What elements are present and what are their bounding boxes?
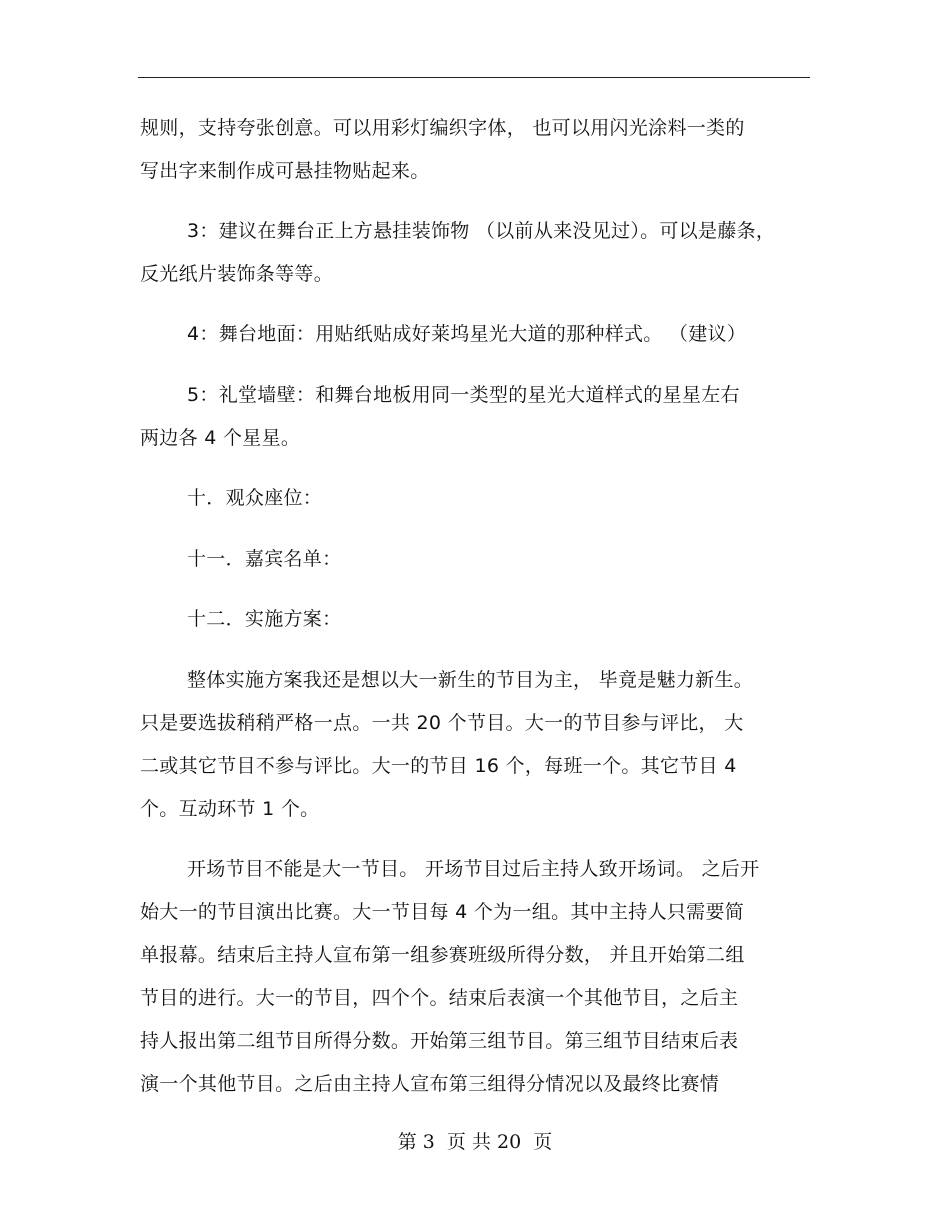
section-heading: 十．观众座位： (187, 487, 323, 509)
text-line: 两边各 4 个星星。 (140, 427, 301, 449)
text-line: 5：礼堂墙壁：和舞台地板用同一类型的星光大道样式的星星左右 (187, 384, 740, 406)
text-line: 始大一的节目演出比赛。大一节目每 4 个为一组。其中主持人只需要简 (140, 901, 745, 923)
page-number: 第 3 页 共 20 页 (397, 1131, 553, 1153)
section-heading: 十二．实施方案： (187, 608, 342, 630)
text-line: 个。互动环节 1 个。 (140, 798, 320, 820)
text-line: 单报幕。结束后主持人宣布第一组参赛班级所得分数， 并且开始第二组 (140, 944, 745, 966)
text-line: 持人报出第二组节目所得分数。开始第三组节目。第三组节目结束后表 (140, 1030, 739, 1052)
text-line: 二或其它节目不参与评比。大一的节目 16 个，每班一个。其它节目 4 (140, 755, 737, 777)
text-line: 演一个其他节目。之后由主持人宣布第三组得分情况以及最终比赛情 (140, 1073, 720, 1095)
text-line: 整体实施方案我还是想以大一新生的节目为主， 毕竟是魅力新生。 (187, 669, 754, 691)
text-line: 只是要选拔稍稍严格一点。一共 20 个节目。大一的节目参与评比， 大 (140, 712, 744, 734)
text-line: 3：建议在舞台正上方悬挂装饰物 （以前从来没见过）。可以是藤条， (187, 220, 776, 242)
section-heading: 十一．嘉宾名单： (187, 548, 342, 570)
text-line: 写出字来制作成可悬挂物贴起来。 (140, 160, 430, 182)
text-line: 4：舞台地面：用贴纸贴成好莱坞星光大道的那种样式。 （建议） (187, 323, 747, 345)
text-line: 反光纸片装饰条等等。 (140, 263, 334, 285)
header-rule (138, 77, 810, 78)
text-line: 开场节目不能是大一节目。 开场节目过后主持人致开场词。 之后开 (187, 858, 760, 880)
text-line: 规则，支持夸张创意。可以用彩灯编织字体， 也可以用闪光涂料一类的 (140, 117, 745, 139)
text-line: 节目的进行。大一的节目，四个个。结束后表演一个其他节目，之后主 (140, 987, 739, 1009)
